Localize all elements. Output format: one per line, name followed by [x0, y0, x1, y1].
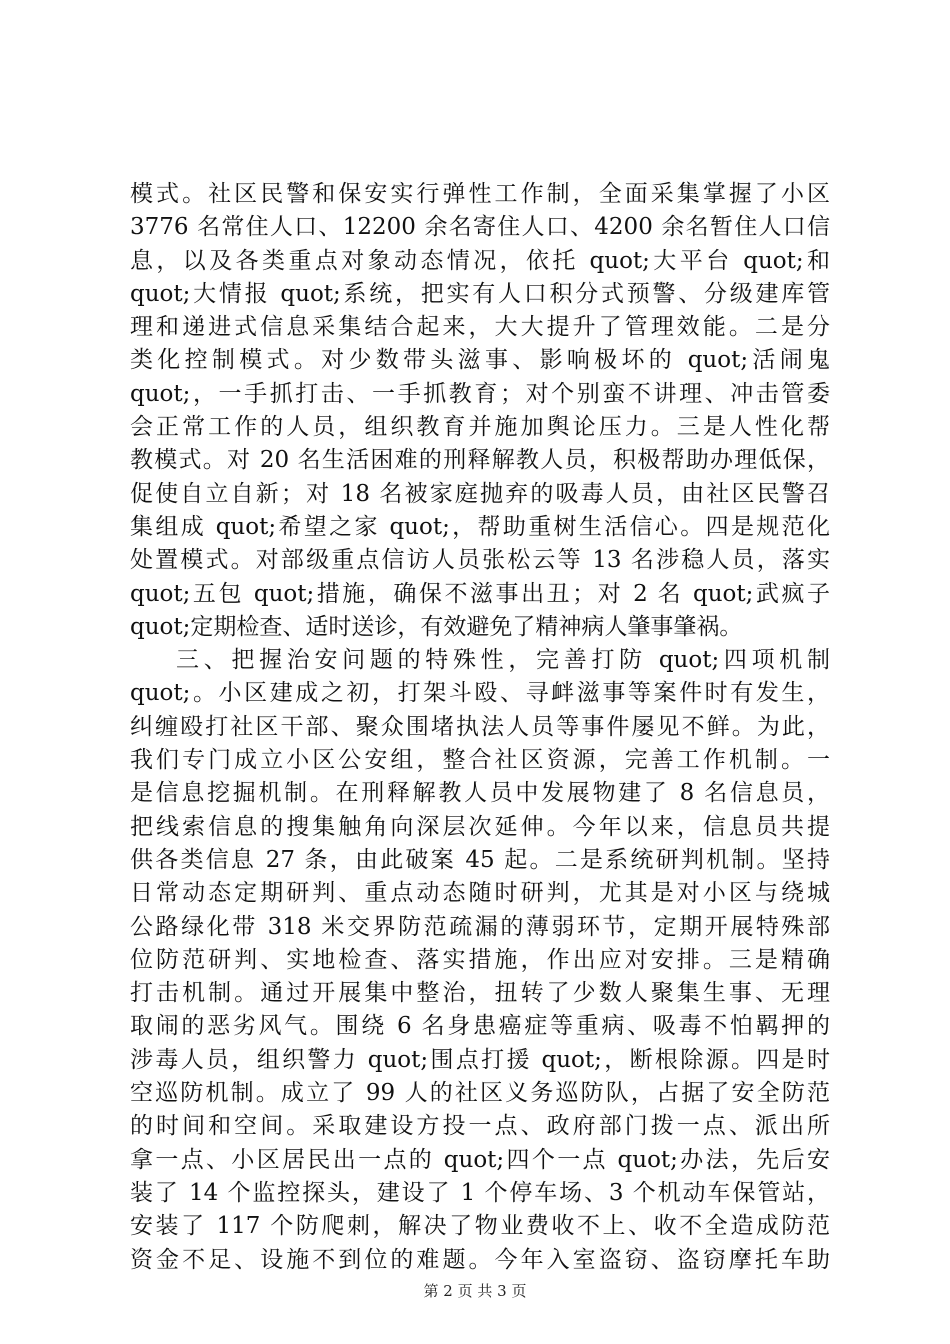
text-line: 位防范研判、实地检查、落实措施，作出应对安排。三是精确: [130, 946, 830, 973]
text-line: 类化控制模式。对少数带头滋事、影响极坏的 quot;活闹鬼: [130, 347, 830, 374]
text-line: 三、把握治安问题的特殊性，完善打防 quot;四项机制: [176, 647, 830, 674]
text-line: 纠缠殴打社区干部、聚众围堵执法人员等事件屡见不鲜。为此，: [130, 713, 830, 740]
body-text: [130, 178, 830, 1277]
text-line: 教模式。对 20 名生活困难的刑释解教人员，积极帮助办理低保，: [130, 447, 830, 474]
text-line: quot;，一手抓打击、一手抓教育；对个别蛮不讲理、冲击管委: [130, 380, 830, 407]
text-line: 装了 14 个监控探头，建设了 1 个停车场、3 个机动车保管站，: [130, 1179, 830, 1206]
page-footer: 第 2 页 共 3 页: [423, 1282, 527, 1300]
text-line: 日常动态定期研判、重点动态随时研判，尤其是对小区与绕城: [130, 880, 830, 907]
text-line: 涉毒人员，组织警力 quot;围点打援 quot;，断根除源。四是时: [130, 1046, 830, 1073]
text-line: 公路绿化带 318 米交界防范疏漏的薄弱环节，定期开展特殊部: [130, 913, 830, 940]
text-line: 3776 名常住人口、12200 余名寄住人口、4200 余名暂住人口信: [130, 214, 830, 241]
text-line: 我们专门成立小区公安组，整合社区资源，完善工作机制。一: [130, 747, 830, 774]
text-line: 理和递进式信息采集结合起来，大大提升了管理效能。二是分: [130, 314, 830, 341]
text-line: 模式。社区民警和保安实行弹性工作制，全面采集掌握了小区: [130, 181, 830, 207]
text-line: 安装了 117 个防爬刺，解决了物业费收不上、收不全造成防范: [130, 1213, 830, 1240]
text-line: 息，以及各类重点对象动态情况，依托 quot;大平台 quot;和: [130, 247, 830, 274]
text-line: 资金不足、设施不到位的难题。今年入室盗窃、盗窃摩托车助: [130, 1246, 830, 1273]
text-line: 取闹的恶劣风气。围绕 6 名身患癌症等重病、吸毒不怕羁押的: [130, 1013, 830, 1040]
text-line: 的时间和空间。采取建设方投一点、政府部门拨一点、派出所: [130, 1113, 830, 1140]
text-line: 打击机制。通过开展集中整治，扭转了少数人聚集生事、无理: [130, 980, 830, 1007]
text-line: 处置模式。对部级重点信访人员张松云等 13 名涉稳人员，落实: [130, 547, 830, 574]
text-line: 集组成 quot;希望之家 quot;，帮助重树生活信心。四是规范化: [130, 513, 830, 540]
text-line: 是信息挖掘机制。在刑释解教人员中发展物建了 8 名信息员，: [130, 780, 830, 807]
text-line: 供各类信息 27 条，由此破案 45 起。二是系统研判机制。坚持: [130, 846, 830, 873]
text-line: quot;定期检查、适时送诊，有效避免了精神病人肇事肇祸。: [130, 613, 743, 640]
text-line: 把线索信息的搜集触角向深层次延伸。今年以来，信息员共提: [130, 813, 830, 840]
text-line: quot;。小区建成之初，打架斗殴、寻衅滋事等案件时有发生，: [130, 680, 830, 707]
text-line: 会正常工作的人员，组织教育并施加舆论压力。三是人性化帮: [130, 414, 830, 441]
text-line: quot;五包 quot;措施，确保不滋事出丑；对 2 名 quot;武疯子: [130, 580, 830, 607]
text-line: 空巡防机制。成立了 99 人的社区义务巡防队，占据了安全防范: [130, 1080, 830, 1107]
text-line: quot;大情报 quot;系统，把实有人口积分式预警、分级建库管: [130, 280, 830, 307]
text-line: 促使自立自新；对 18 名被家庭抛弃的吸毒人员，由社区民警召: [130, 480, 830, 507]
text-line: 拿一点、小区居民出一点的 quot;四个一点 quot;办法，先后安: [130, 1146, 830, 1173]
